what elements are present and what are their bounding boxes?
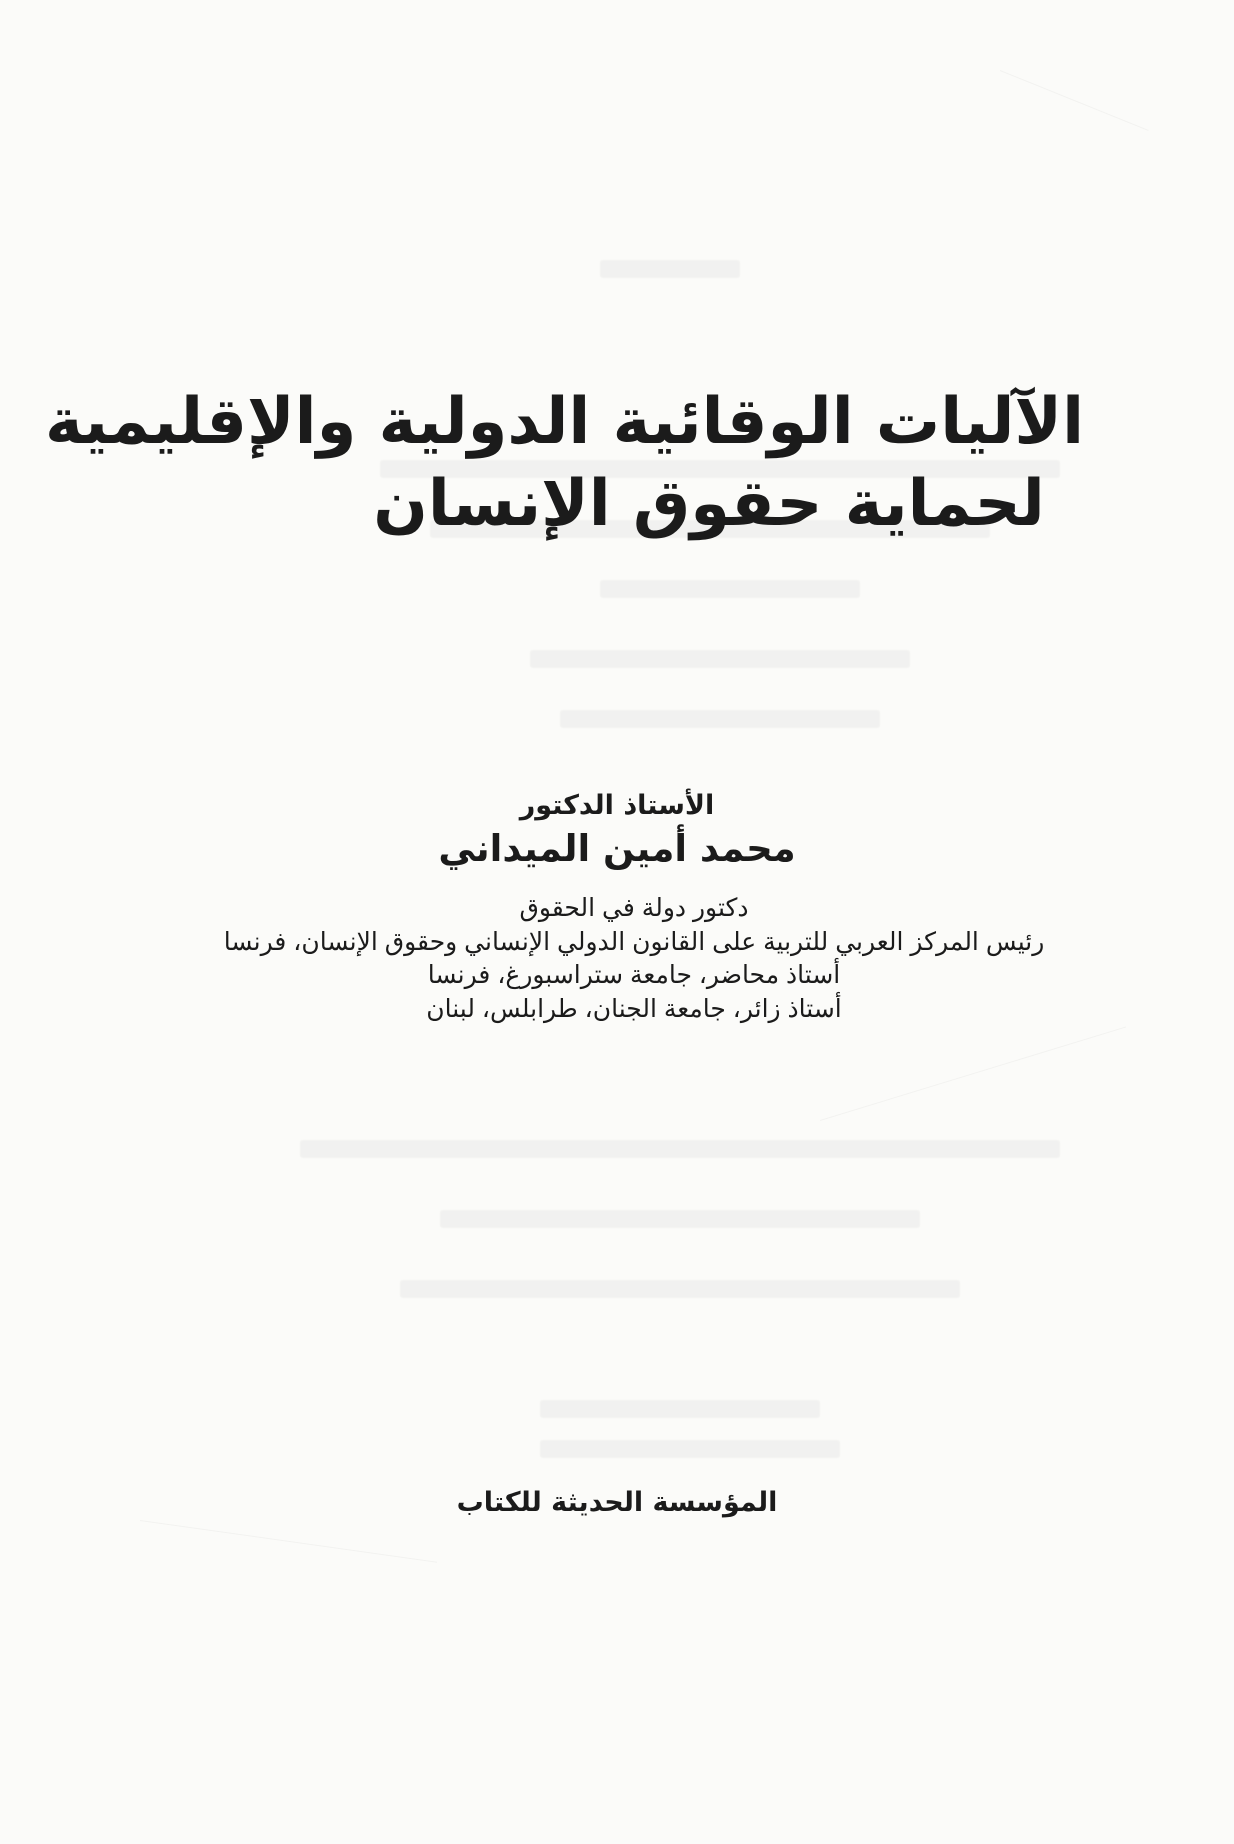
credential-line: أستاذ زائر، جامعة الجنان، طرابلس، لبنان xyxy=(426,994,842,1023)
book-title-line-1: الآليات الوقائية الدولية والإقليمية xyxy=(45,385,1084,459)
author-block xyxy=(0,790,1234,882)
author-title: الأستاذ الدكتور xyxy=(519,790,715,821)
book-title-line-2: لحماية حقوق الإنسان xyxy=(373,466,1045,541)
author-name: محمد أمين الميداني xyxy=(438,827,796,870)
credential-line: أستاذ محاضر، جامعة ستراسبورغ، فرنسا xyxy=(427,961,841,989)
credential-line: رئيس المركز العربي للتربية على القانون الدولي الإنساني وحقوق الإنسان، فرنسا xyxy=(223,927,1045,956)
credential-line: دكتور دولة في الحقوق xyxy=(519,894,749,922)
author-credentials xyxy=(184,892,1084,1026)
book-title xyxy=(45,382,1084,546)
publisher-name: المؤسسة الحديثة للكتاب xyxy=(456,1487,778,1518)
